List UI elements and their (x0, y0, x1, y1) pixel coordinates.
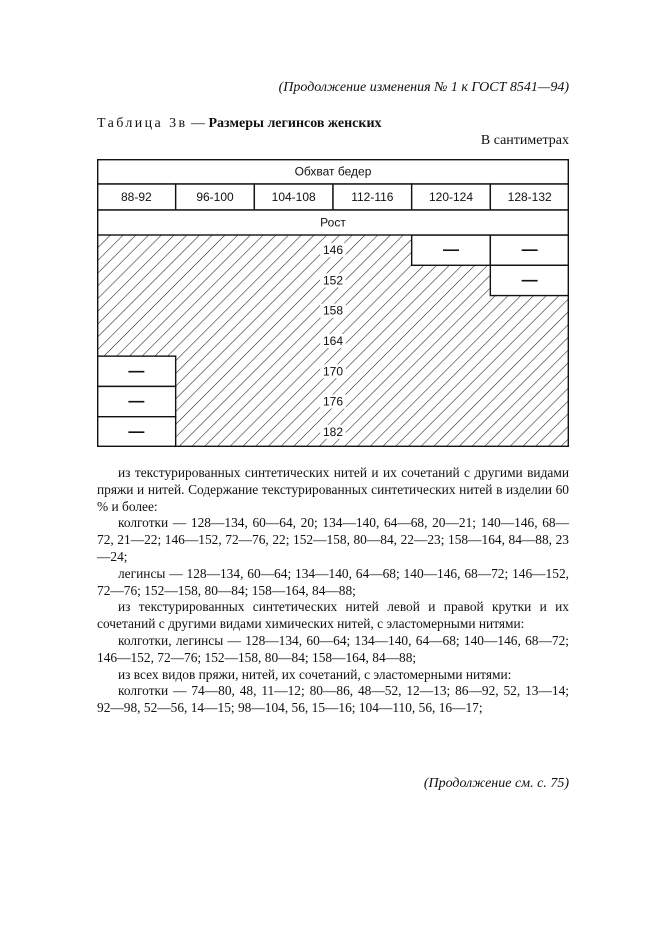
size-table (97, 159, 569, 447)
height-label: 176 (322, 394, 344, 409)
column-header-label: 120-124 (428, 190, 474, 204)
height-label: 182 (322, 424, 344, 439)
column-header-label: 88-92 (120, 190, 152, 204)
group-header-label: Обхват бедер (294, 164, 372, 179)
height-label: 164 (322, 334, 344, 348)
body-text (97, 465, 569, 717)
column-header-label: 128-132 (507, 190, 552, 204)
size-table-grid (97, 159, 569, 447)
paragraph-tights-small-sizes: колготки — 74—80, 48, 11—12; 80—86, 48—52, 12—13; 86—92, 52, 13—14; 92—98, 52—56, 14—15; 98—104, 56, 15—16; 104—110, 56, 16—17; (97, 683, 569, 716)
paragraph-textured-synthetic: из текстурированных синтетических нитей и их сочетаний с другими видами пряжи и нитей. Содержание текстурированных синтетических нитей в изделии 60 % и более: (97, 465, 569, 514)
table-number: Таблица 3в (97, 116, 188, 131)
dash-cell-mark: — (128, 362, 145, 380)
dash-cell-mark: — (521, 241, 538, 259)
height-label: 146 (322, 243, 344, 258)
continuation-header: (Продолжение изменения № 1 к ГОСТ 8541—94) (278, 80, 569, 95)
table-title: Размеры легинсов женских (208, 116, 382, 131)
continuation-footer: (Продолжение см. с. 75) (423, 776, 569, 791)
column-header-label: 104-108 (271, 190, 316, 204)
height-label: 170 (322, 364, 344, 379)
paragraph-tights-leggings-sizes: колготки, легинсы — 128—134, 60—64; 134—140, 64—68; 140—146, 68—72; 146—152, 72—76; 152—158, 80—84; 158—164, 84—88; (97, 632, 569, 665)
dash-cell-mark: — (128, 393, 145, 411)
paragraph-leggings-sizes: легинсы — 128—134, 60—64; 134—140, 64—68; 140—146, 68—72; 146—152, 72—76; 152—158, 80—84; 158—164, 84—88; (97, 565, 569, 598)
dash-cell-mark: — (443, 241, 459, 259)
paragraph-all-yarn-types: из всех видов пряжи, нитей, их сочетаний, с эластомерными нитями: (118, 666, 512, 682)
height-label: 152 (322, 273, 344, 288)
column-header-label: 96-100 (196, 190, 234, 204)
paragraph-twist-threads: из текстурированных синтетических нитей левой и правой крутки и их сочетаний с другими видами химических нитей, с эластомерными нитями: (97, 599, 569, 632)
units-note: В сантиметрах (480, 133, 569, 148)
row-header-label: Рост (320, 215, 346, 230)
paragraph-tights-sizes: колготки — 128—134, 60—64, 20; 134—140, 64—68, 20—21; 140—146, 68—72, 21—22; 146—152, 72—76, 22; 152—158, 80—84, 22—23; 158—164, 84—88, 23—24; (97, 515, 569, 564)
caption-dash: — (187, 116, 209, 131)
height-label: 158 (322, 303, 344, 318)
dash-cell-mark: — (521, 271, 538, 289)
table-caption (97, 116, 382, 132)
column-header-label: 112-116 (351, 190, 394, 204)
dash-cell-mark: — (128, 423, 145, 441)
